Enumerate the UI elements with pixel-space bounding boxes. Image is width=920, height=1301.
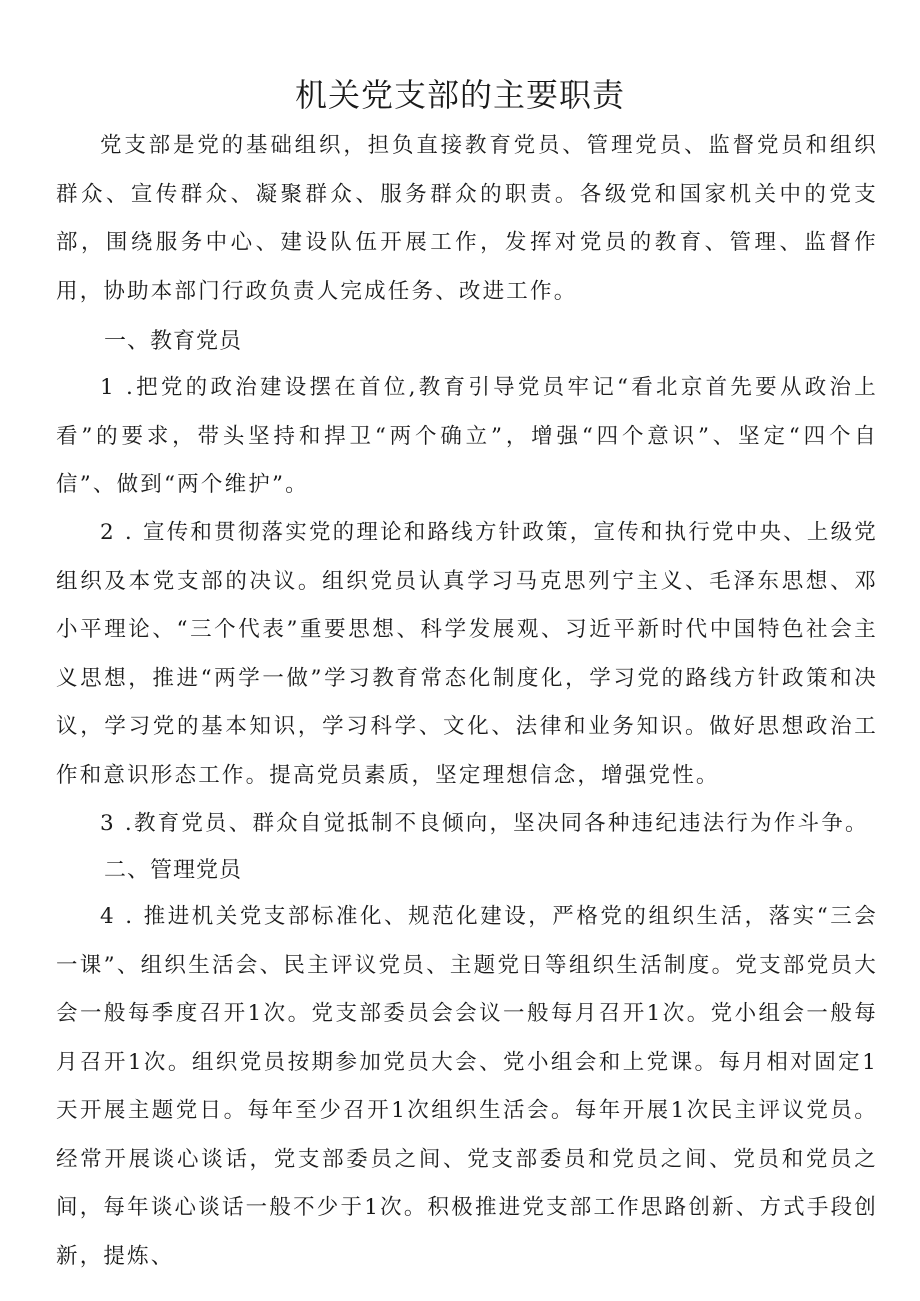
paragraph-item-3: 3 .教育党员、群众自觉抵制不良倾向，坚决同各种违纪违法行为作斗争。 — [100, 811, 869, 836]
intro-paragraph: 党支部是党的基础组织，担负直接教育党员、管理党员、监督党员和组织群众、宣传群众、凝聚群众、服务群众的职责。各级党和国家机关中的党支部，围绕服务中心、建设队伍开展工作，发挥对党员的教育、管理、监督作用，协助本部门行政负责人完成任务、改进工作。 — [56, 133, 878, 304]
paragraph-item-4: 4 . 推进机关党支部标准化、规范化建设，严格党的组织生活，落实“三会一课”、组织生活会、民主评议党员、主题党日等组织生活制度。党支部党员大会一般每季度召开1次。党支部委员会会议一般每月召开1次。党小组会一般每月召开1次。组织党员按期参加党员大会、党小组会和上党课。每月相对固定1天开展主题党日。每年至少召开1次组织生活会。每年开展1次民主评议党员。经常开展谈心谈话，党支部委员之间、党支部委员和党员之间、党员和党员之间，每年谈心谈话一般不少于1次。积极推进党支部工作思路创新、方式手段创新，提炼、 — [56, 904, 878, 1269]
document-title: 机关党支部的主要职责 — [294, 76, 625, 114]
paragraph-item-2: 2 . 宣传和贯彻落实党的理论和路线方针政策，宣传和执行党中央、上级党组织及本党支部的决议。组织党员认真学习马克思列宁主义、毛泽东思想、邓小平理论、“三个代表”重要思想、科学发展观、习近平新时代中国特色社会主义思想，推进“两学一做”学习教育常态化制度化，学习党的路线方针政策和决议，学习党的基本知识，学习科学、文化、法律和业务知识。做好思想政治工作和意识形态工作。提高党员素质，坚定理想信念，增强党性。 — [56, 520, 878, 788]
section-heading-management: 二、管理党员 — [104, 858, 243, 883]
section-heading-education: 一、教育党员 — [104, 329, 243, 354]
paragraph-item-1: 1 .把党的政治建设摆在首位,教育引导党员牢记“看北京首先要从政治上看”的要求，带头坚持和捍卫“两个确立”，增强“四个意识”、坚定“四个自信”、做到“两个维护”。 — [56, 375, 878, 497]
